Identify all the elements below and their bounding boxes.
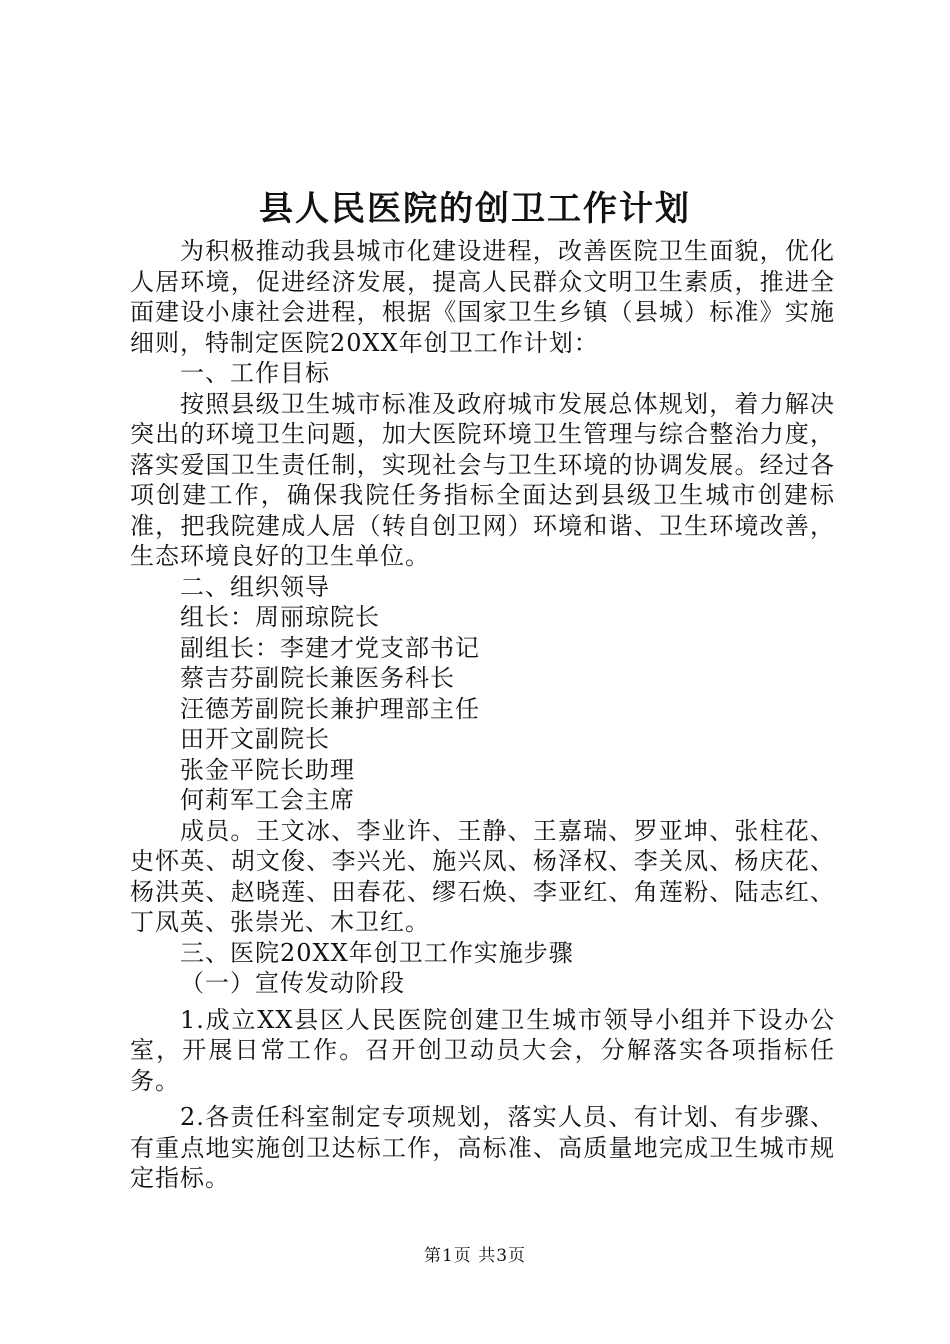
section-heading-goals: 一、工作目标 bbox=[180, 359, 330, 387]
step-item: 2.各责任科室制定专项规划，落实人员、有计划、有步骤、有重点地实施创卫达标工作，高标准、高质量地完成卫生城市规定指标。 bbox=[130, 1103, 835, 1192]
members-paragraph: 成员。王文冰、李业许、王静、王嘉瑞、罗亚坤、张柱花、史怀英、胡文俊、李兴光、施兴凤、杨泽权、李关凤、杨庆花、杨洪英、赵晓莲、田春花、缪石焕、李亚红、角莲粉、陆志红、丁凤英、张崇光、木卫红。 bbox=[130, 816, 835, 936]
org-member-line: 张金平院长助理 bbox=[180, 755, 355, 784]
org-member-line: 汪德芳副院长兼护理部主任 bbox=[180, 694, 480, 723]
section-heading-steps: 三、医院20XX年创卫工作实施步骤 bbox=[180, 938, 574, 967]
intro-paragraph: 为积极推动我县城市化建设进程，改善医院卫生面貌，优化人居环境，促进经济发展，提高人民群众文明卫生素质，推进全面建设小康社会进程，根据《国家卫生乡镇（县城）标准》实施细则，特制定医院20XX年创卫工作计划： bbox=[130, 237, 835, 357]
document-title: 县人民医院的创卫工作计划 bbox=[259, 189, 691, 229]
org-member-line: 田开文副院长 bbox=[180, 725, 330, 753]
goals-paragraph: 按照县级卫生城市标准及政府城市发展总体规划，着力解决突出的环境卫生问题，加大医院环境卫生管理与综合整治力度，落实爱国卫生责任制，实现社会与卫生环境的协调发展。经过各项创建工作，确保我院任务指标全面达到县级卫生城市创建标准，把我院建成人居（转自创卫网）环境和谐、卫生环境改善，生态环境良好的卫生单位。 bbox=[130, 389, 835, 570]
page-footer: 第1页 共3页 bbox=[423, 1246, 527, 1266]
subsection-heading-publicity: （一）宣传发动阶段 bbox=[180, 969, 405, 997]
org-leader: 组长：周丽琼院长 bbox=[180, 603, 380, 631]
org-member-line: 何莉军工会主席 bbox=[180, 786, 355, 814]
section-heading-organization: 二、组织领导 bbox=[180, 572, 330, 601]
step-item: 1.成立XX县区人民医院创建卫生城市领导小组并下设办公室，开展日常工作。召开创卫动员大会，分解落实各项指标任务。 bbox=[130, 1005, 835, 1095]
document-body bbox=[130, 236, 835, 1194]
org-member-line: 蔡吉芬副院长兼医务科长 bbox=[180, 664, 455, 692]
org-deputy-leader: 副组长：李建才党支部书记 bbox=[180, 633, 480, 662]
